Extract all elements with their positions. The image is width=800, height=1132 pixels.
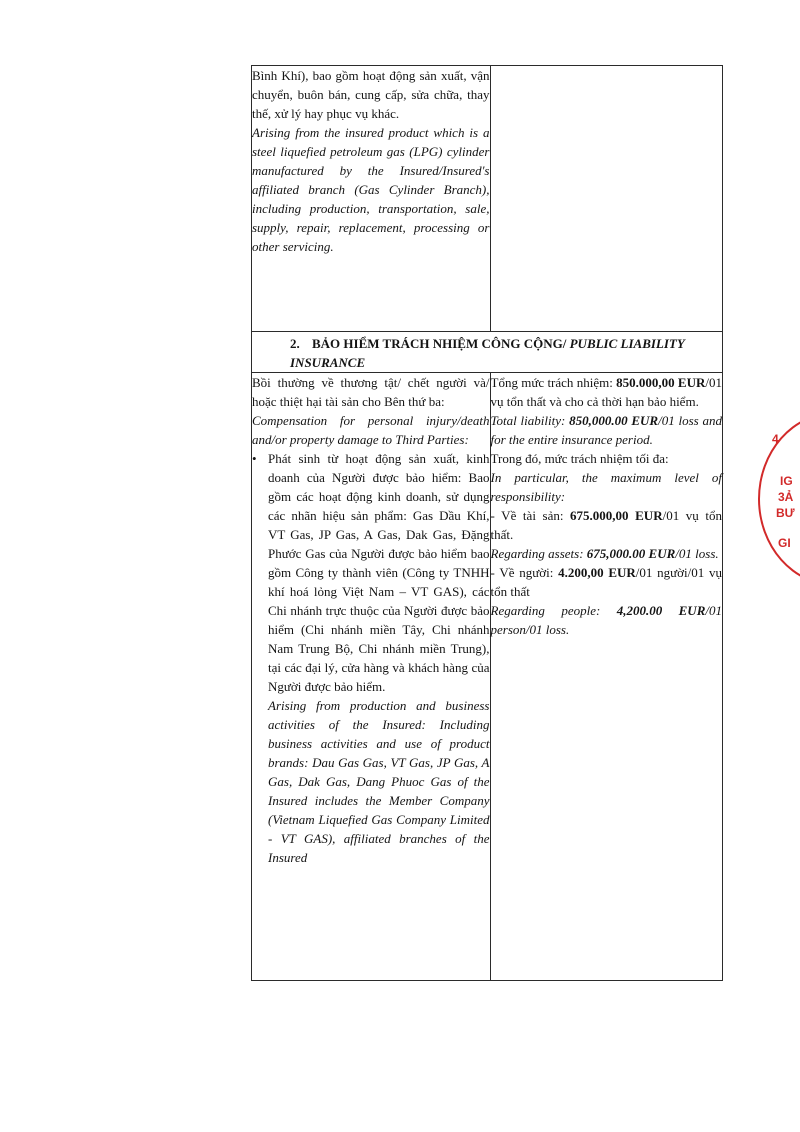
product-liability-description-cell — [252, 66, 491, 332]
amount: 4,200.00 EUR — [616, 603, 706, 618]
stamp-text: 3Ả — [778, 490, 794, 504]
intro-en: Compensation for personal injury/death and/or property damage to Third Parties: — [252, 413, 490, 447]
section-title-en: PUBLIC LIABILITY INSURANCE — [290, 336, 685, 370]
stamp-text: IG — [780, 474, 793, 488]
total-liability-vi — [491, 373, 723, 411]
description-vi: Bình Khí), bao gồm hoạt động sản xuất, vận chuyển, buôn bán, cung cấp, sửa chữa, thay thế, xử lý hay phục vụ khác. — [252, 68, 490, 121]
label-text: - Về tài sản: — [490, 508, 571, 523]
label-text: - Về người: — [490, 565, 559, 580]
list-item — [252, 449, 490, 867]
section-heading-row — [252, 332, 723, 373]
amount: 850.000,00 EUR — [616, 375, 706, 390]
suffix-text: /01 vụ tổn thất và cho cả thời hạn bảo hiểm. — [490, 375, 722, 409]
section-title-vi: BẢO HIỂM TRÁCH NHIỆM CÔNG CỘNG/ — [312, 336, 567, 351]
stamp-text: 4 — [772, 432, 779, 446]
max-level-en: In particular, the maximum level of responsibility: — [490, 470, 722, 504]
bullet-en: Arising from production and business activities of the Insured: Including business activities and use of product brands: Dau Gas Gas, VT Gas, JP Gas, A Gas, Dak Gas, Dang Phuoc Gas of the Insured includes the Member Company (Vietnam Liquefied Gas Company Limited - VT GAS), affiliated branches of the Insured — [268, 698, 490, 865]
total-liability-en — [491, 411, 723, 449]
label-text: Total liability: — [490, 413, 570, 428]
bullet-vi: Phát sinh từ hoạt động sản xuất, kinh doanh của Người được bảo hiểm: Bao gồm các hoạt động kinh doanh, sử dụng các nhãn hiệu sản phẩm: Gas Dầu Khí, VT Gas, JP Gas, A Gas, Dak Gas, Đặng Phước Gas của Người được bảo hiểm bao gồm Công ty thành viên (Công ty TNHH khí hoá lỏng Việt Nam – VT GAS), các Chi nhánh trực thuộc của Người được bảo hiểm (Chi nhánh miền Tây, Chi nhánh Nam Trung Bộ, Chi nhánh miền Trung), tại các đại lý, cửa hàng và khách hàng của Người được bảo hiểm. — [268, 451, 490, 694]
table-row — [252, 66, 723, 332]
amount: 675.000,00 EUR — [570, 508, 663, 523]
max-level-vi: Trong đó, mức trách nhiệm tối đa: — [490, 451, 669, 466]
people-limit-vi — [491, 563, 723, 601]
bullet-icon: • — [252, 451, 257, 466]
liability-limits-cell — [490, 373, 723, 981]
amount: 850,000.00 EUR — [569, 413, 659, 428]
assets-limit-vi — [491, 506, 723, 544]
section-number: 2. — [290, 336, 300, 351]
suffix-text: /01 loss. — [675, 546, 719, 561]
coverage-table — [251, 65, 723, 981]
empty-limit-cell — [490, 66, 723, 332]
stamp-text: BƯ — [776, 506, 795, 520]
people-limit-en — [491, 601, 723, 639]
intro-vi: Bồi thường về thương tật/ chết người và/ hoặc thiệt hại tài sản cho Bên thứ ba: — [252, 375, 490, 409]
amount: 4.200,00 EUR — [558, 565, 636, 580]
label-text: Regarding people: — [490, 603, 617, 618]
label-text: Regarding assets: — [490, 546, 587, 561]
suffix-text: /01 người/01 vụ tổn thất — [490, 565, 722, 599]
suffix-text: /01 vụ tổn thất. — [490, 508, 722, 542]
description-en: Arising from the insured product which is a steel liquefied petroleum gas (LPG) cylinder manufactured by the Insured/Insured's affiliated branch (Gas Cylinder Branch), including production, transportation, sale, supply, repair, replacement, processing or other servicing. — [252, 125, 490, 254]
suffix-text: /01 loss and for the entire insurance period. — [490, 413, 723, 447]
amount: 675,000.00 EUR — [586, 546, 676, 561]
public-liability-description-cell — [252, 373, 491, 981]
table-row — [252, 373, 723, 981]
suffix-text: /01 person/01 loss. — [490, 603, 722, 637]
assets-limit-en — [491, 544, 723, 563]
label-text: Tổng mức trách nhiệm: — [490, 375, 617, 390]
stamp-text: GI — [778, 536, 791, 550]
section-heading — [252, 332, 723, 373]
red-seal-stamp — [748, 412, 800, 582]
